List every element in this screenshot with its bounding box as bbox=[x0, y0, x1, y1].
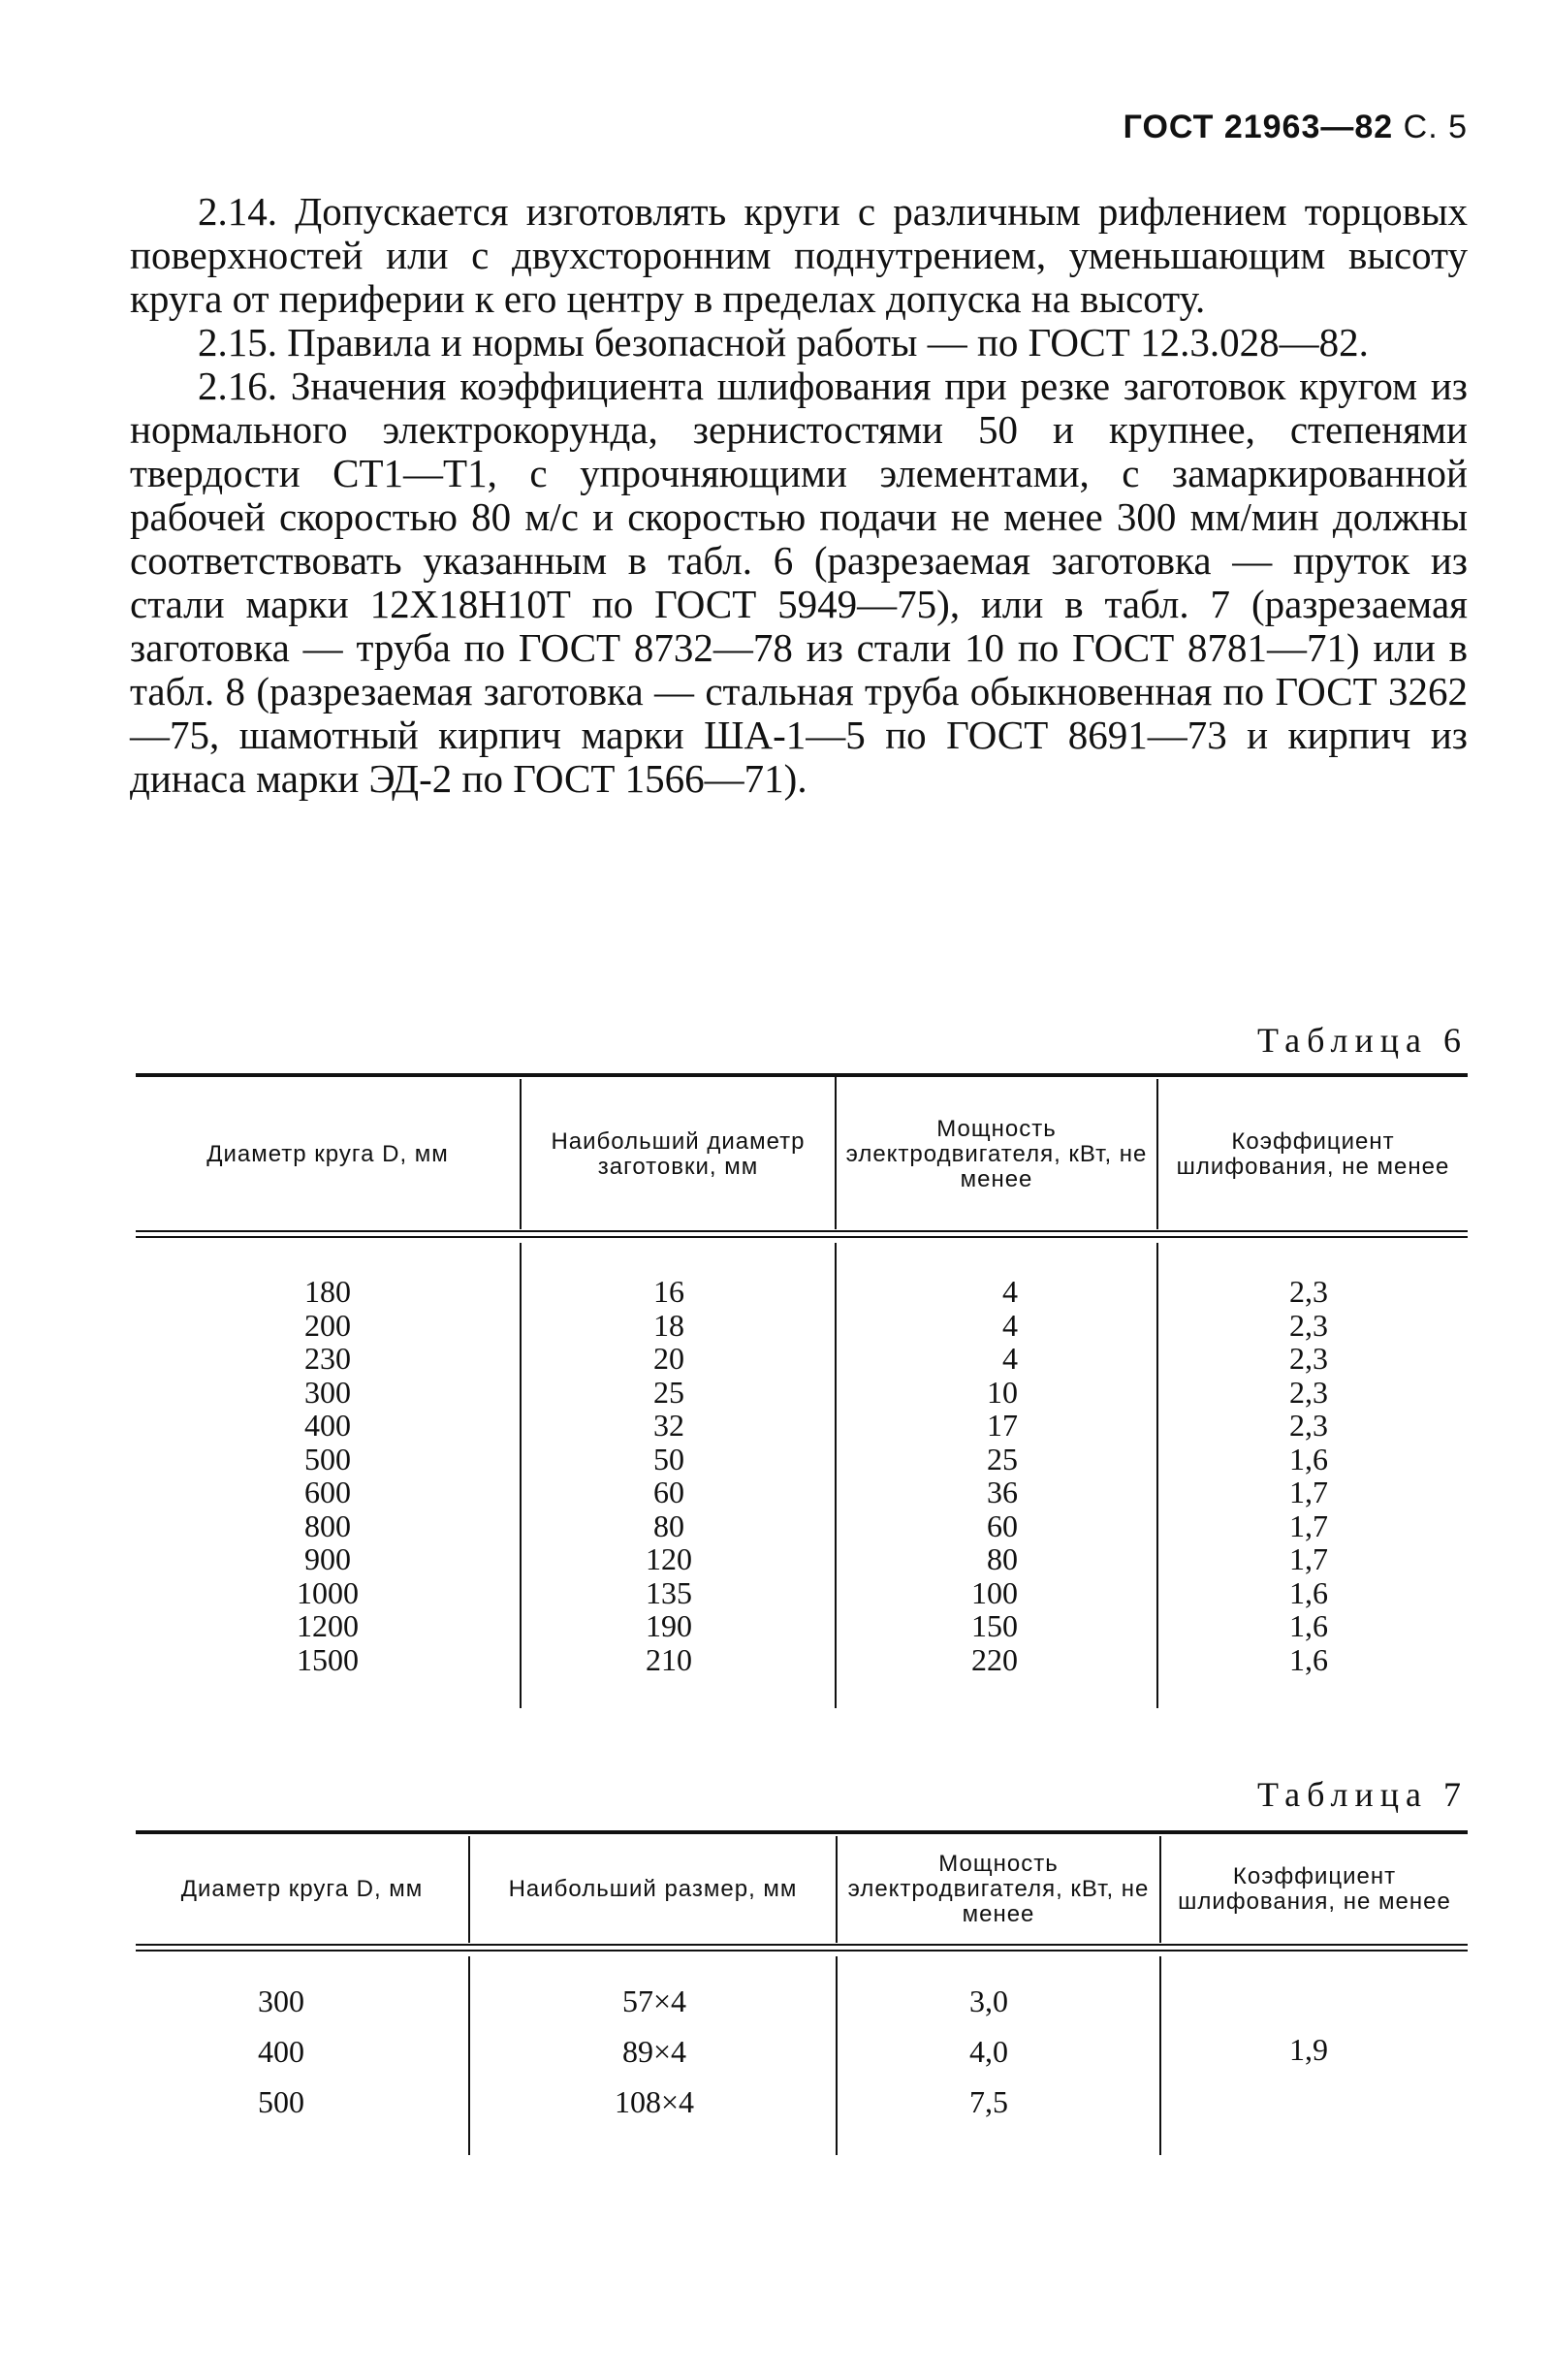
table-cell: 135 bbox=[646, 1574, 692, 1610]
table-cell: 500 bbox=[258, 2084, 304, 2119]
table6-caption: Таблица 6 bbox=[1257, 1021, 1468, 1060]
table-cell: 16 bbox=[653, 1274, 684, 1309]
table6-col-power bbox=[911, 1275, 1018, 1676]
table7-top-rule bbox=[136, 1830, 1468, 1834]
table-cell: 108×4 bbox=[614, 2084, 695, 2119]
table-cell: 4 bbox=[1002, 1307, 1018, 1343]
table-cell: 800 bbox=[304, 1507, 351, 1543]
table-cell: 7,5 bbox=[969, 2084, 1008, 2119]
table-cell: 230 bbox=[304, 1341, 351, 1376]
table7-vline bbox=[1159, 1956, 1161, 2155]
table-cell: 180 bbox=[304, 1274, 351, 1309]
table-cell: 60 bbox=[653, 1475, 684, 1509]
table-cell: 10 bbox=[987, 1374, 1018, 1410]
table-cell: 2,3 bbox=[1289, 1274, 1328, 1309]
paragraph-2-15: 2.15. Правила и нормы безопасной работы — по ГОСТ 12.3.028—82. bbox=[198, 320, 1369, 365]
table-cell: 36 bbox=[987, 1475, 1018, 1509]
table7-header-power: Мощность электродвигателя, кВт, не менее bbox=[847, 1851, 1150, 1927]
table-cell: 120 bbox=[646, 1541, 692, 1576]
table6-header-power: Мощность электродвигателя, кВт, не менее bbox=[845, 1115, 1148, 1192]
table-cell: 25 bbox=[653, 1374, 684, 1410]
table-cell: 1,6 bbox=[1289, 1441, 1328, 1476]
table-cell: 18 bbox=[653, 1307, 684, 1343]
table6-col-coef bbox=[1250, 1275, 1367, 1676]
table6-header-coef: Коэффициент шлифования, не менее bbox=[1176, 1127, 1450, 1180]
table-cell: 80 bbox=[653, 1507, 684, 1543]
table7-vline bbox=[468, 1956, 470, 2155]
table-cell: 1,6 bbox=[1289, 1608, 1328, 1643]
doc-number: ГОСТ 21963—82 bbox=[1123, 109, 1394, 145]
table-cell: 900 bbox=[304, 1541, 351, 1576]
table-cell: 210 bbox=[646, 1641, 692, 1677]
table-cell: 17 bbox=[987, 1408, 1018, 1443]
table6-header-rule bbox=[136, 1230, 1468, 1238]
table-cell: 190 bbox=[646, 1608, 692, 1643]
table-cell: 4,0 bbox=[969, 2034, 1008, 2069]
table7-header-coef: Коэффициент шлифования, не менее bbox=[1178, 1863, 1451, 1915]
page-number: С. 5 bbox=[1403, 109, 1468, 145]
table6-vline bbox=[520, 1243, 522, 1708]
table-cell: 1,7 bbox=[1289, 1475, 1328, 1509]
table-cell: 89×4 bbox=[621, 2034, 687, 2069]
table-cell: 400 bbox=[304, 1408, 351, 1443]
table7-coef: 1,9 bbox=[1289, 2032, 1328, 2067]
paragraph-2-14: 2.14. Допускается изготовлять круги с различным рифлением торцовых поверхностей или с двухсторонним поднутрением, уменьшающим высоту круга от периферии к его центру в пределах допуска на высоту. bbox=[130, 189, 1468, 321]
table-cell: 4 bbox=[1002, 1274, 1018, 1309]
table-cell: 200 bbox=[304, 1307, 351, 1343]
table6-col-diameter bbox=[260, 1275, 396, 1676]
body-text bbox=[130, 190, 1468, 801]
table7-caption: Таблица 7 bbox=[1257, 1775, 1468, 1814]
table-cell: 80 bbox=[987, 1541, 1018, 1576]
table-cell: 1,6 bbox=[1289, 1641, 1328, 1677]
table7-header-size: Наибольший размер, мм bbox=[508, 1876, 798, 1902]
table-cell: 1200 bbox=[297, 1608, 359, 1643]
table6-header-max-diameter: Наибольший диаметр заготовки, мм bbox=[551, 1127, 806, 1180]
table-cell: 150 bbox=[971, 1608, 1018, 1643]
table6-header-diameter: Диаметр круга D, мм bbox=[206, 1140, 449, 1167]
table-cell: 50 bbox=[653, 1441, 684, 1476]
table-cell: 4 bbox=[1002, 1341, 1018, 1376]
table7-header-rule bbox=[136, 1944, 1468, 1952]
table-cell: 25 bbox=[987, 1441, 1018, 1476]
page-header bbox=[1124, 109, 1468, 146]
table7-header-diameter: Диаметр круга D, мм bbox=[180, 1876, 424, 1902]
table-cell: 2,3 bbox=[1289, 1374, 1328, 1410]
table-cell: 57×4 bbox=[621, 1983, 687, 2018]
table-cell: 1500 bbox=[297, 1641, 359, 1677]
table-cell: 20 bbox=[653, 1341, 684, 1376]
table-cell: 2,3 bbox=[1289, 1307, 1328, 1343]
table7-vline bbox=[836, 1956, 838, 2155]
table-cell: 500 bbox=[304, 1441, 351, 1476]
table-cell: 2,3 bbox=[1289, 1341, 1328, 1376]
table-cell: 300 bbox=[258, 1983, 304, 2018]
table-cell: 300 bbox=[304, 1374, 351, 1410]
table-cell: 60 bbox=[987, 1507, 1018, 1543]
table-cell: 100 bbox=[971, 1574, 1018, 1610]
table-cell: 1,7 bbox=[1289, 1541, 1328, 1576]
table-cell: 1,6 bbox=[1289, 1574, 1328, 1610]
table-cell: 32 bbox=[653, 1408, 684, 1443]
table-cell: 400 bbox=[258, 2034, 304, 2069]
table6-vline bbox=[835, 1243, 837, 1708]
paragraph-2-16: 2.16. Значения коэффициента шлифования при резке заготовок кругом из нормального электрокорунда, зернистостями 50 и крупнее, степенями твердости СТ1—Т1, с упрочняющими элементами, с замаркированной рабочей скоростью 80 м/с и скоростью подачи не менее 300 мм/мин должны соответствовать указанным в табл. 6 (разрезаемая заготовка — пруток из стали марки 12Х18Н10Т по ГОСТ 5949—75), или в табл. 7 (разрезаемая заготовка — труба по ГОСТ 8732—78 из стали 10 по ГОСТ 8781—71) или в табл. 8 (разрезаемая заготовка — стальная труба обыкновенная по ГОСТ 3262—75, шамотный кирпич марки ША-1—5 по ГОСТ 8691—73 и кирпич из динаса марки ЭД-2 по ГОСТ 1566—71). bbox=[130, 364, 1468, 801]
table-cell: 2,3 bbox=[1289, 1408, 1328, 1443]
table6-vline bbox=[1156, 1243, 1158, 1708]
table-cell: 1,7 bbox=[1289, 1507, 1328, 1543]
table6-col-max-diameter bbox=[601, 1275, 737, 1676]
table-cell: 220 bbox=[971, 1641, 1018, 1677]
table-cell: 600 bbox=[304, 1475, 351, 1509]
table6-top-rule bbox=[136, 1073, 1468, 1077]
table-cell: 1000 bbox=[297, 1574, 359, 1610]
table-cell: 3,0 bbox=[969, 1983, 1008, 2018]
